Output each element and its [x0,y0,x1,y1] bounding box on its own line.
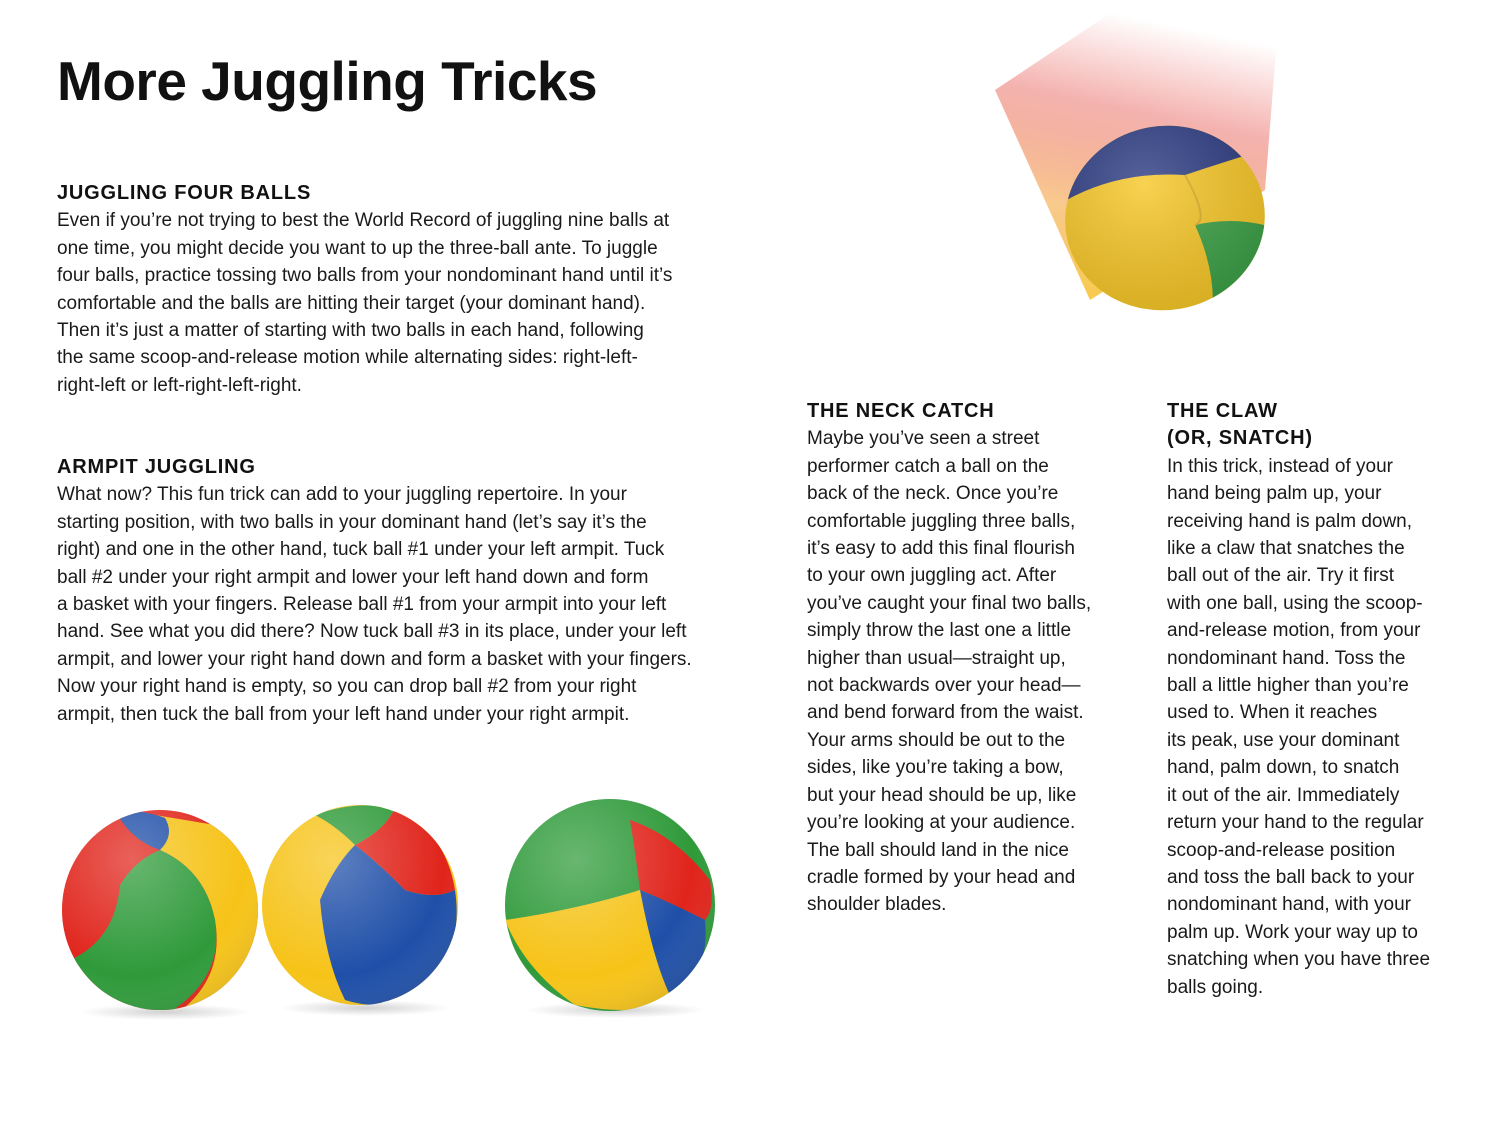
body-line: cradle formed by your head and [807,866,1076,888]
body-line: like a claw that snatches the [1167,538,1405,560]
body-line: but your head should be up, like [807,784,1077,806]
body-line: used to. When it reaches [1167,702,1378,724]
body-line: it’s easy to add this final flourish [807,538,1075,560]
section-body [1167,453,1467,1001]
body-line: hand being palm up, your [1167,483,1382,505]
body-line: hand. See what you did there? Now tuck ball #3 in its place, under your left [57,621,687,643]
section-juggling-four-balls [57,180,717,399]
section-body [57,481,717,728]
body-line: comfortable juggling three balls, [807,510,1076,532]
juggling-ball-1 [55,790,275,1020]
body-line: right-left or left-right-left-right. [57,374,302,396]
page-title: More Juggling Tricks [57,50,598,112]
body-line: ball out of the air. Try it first [1167,565,1395,587]
body-line: receiving hand is palm down, [1167,510,1413,532]
body-line: What now? This fun trick can add to your juggling repertoire. In your [57,484,627,506]
body-line: return your hand to the regular [1167,812,1424,834]
body-line: simply throw the last one a little [807,620,1072,642]
body-line: Now your right hand is empty, so you can drop ball #2 from your right [57,676,637,698]
body-line: snatching when you have three [1167,949,1431,971]
body-line: it out of the air. Immediately [1167,784,1400,806]
section-heading [1167,398,1467,453]
body-line: its peak, use your dominant [1167,729,1400,751]
body-line: Your arms should be out to the [807,729,1066,751]
body-line: ball a little higher than you’re [1167,675,1409,697]
body-line: hand, palm down, to snatch [1167,757,1400,779]
body-line: the same scoop-and-release motion while alternating sides: right-left- [57,347,638,369]
section-heading: THE NECK CATCH [807,400,995,422]
body-line: you’re looking at your audience. [807,812,1076,834]
body-line: armpit, and lower your right hand down and form a basket with your fingers. [57,648,692,670]
section-body [57,207,717,399]
body-line: ball #2 under your right armpit and lower your left hand down and form [57,566,649,588]
body-line: shoulder blades. [807,894,947,916]
body-line: and bend forward from the waist. [807,702,1084,724]
body-line: not backwards over your head— [807,675,1081,697]
section-neck-catch [807,398,1127,919]
body-line: you’ve caught your final two balls, [807,592,1092,614]
body-line: right) and one in the other hand, tuck ball #1 under your left armpit. Tuck [57,539,665,561]
heading-line: THE CLAW [1167,400,1278,422]
heading-line: (OR, SNATCH) [1167,427,1313,450]
body-line: one time, you might decide you want to up the three-ball ante. To juggle [57,237,658,259]
body-line: scoop-and-release position [1167,839,1396,861]
body-line: Maybe you’ve seen a street [807,428,1040,450]
section-heading: ARMPIT JUGGLING [57,456,256,478]
body-line: starting position, with two balls in your dominant hand (let’s say it’s the [57,511,647,533]
section-armpit-juggling [57,454,717,728]
section-body [807,425,1127,918]
body-line: four balls, practice tossing two balls from your nondominant hand until it’s [57,265,673,287]
body-line: sides, like you’re taking a bow, [807,757,1064,779]
body-line: and toss the ball back to your [1167,866,1415,888]
body-line: and-release motion, from your [1167,620,1421,642]
body-line: performer catch a ball on the [807,455,1049,477]
juggling-ball-2 [255,790,475,1020]
section-the-claw [1167,398,1467,1001]
section-heading: JUGGLING FOUR BALLS [57,182,312,204]
body-line: with one ball, using the scoop- [1167,592,1423,614]
body-line: to your own juggling act. After [807,565,1057,587]
flying-juggling-ball-image [980,0,1310,345]
body-line: nondominant hand. Toss the [1167,647,1406,669]
body-line: balls going. [1167,976,1264,998]
body-line: a basket with your fingers. Release ball #1 from your armpit into your left [57,594,667,616]
body-line: The ball should land in the nice [807,839,1069,861]
body-line: back of the neck. Once you’re [807,483,1059,505]
body-line: Even if you’re not trying to best the World Record of juggling nine balls at [57,210,670,232]
body-line: higher than usual—straight up, [807,647,1066,669]
body-line: armpit, then tuck the ball from your left hand under your right armpit. [57,703,630,725]
body-line: In this trick, instead of your [1167,455,1393,477]
body-line: nondominant hand, with your [1167,894,1411,916]
body-line: Then it’s just a matter of starting with two balls in each hand, following [57,320,644,342]
three-juggling-balls-image [55,790,720,1025]
body-line: comfortable and the balls are hitting their target (your dominant hand). [57,292,646,314]
juggling-ball-3 [495,790,720,1020]
body-line: palm up. Work your way up to [1167,921,1418,943]
